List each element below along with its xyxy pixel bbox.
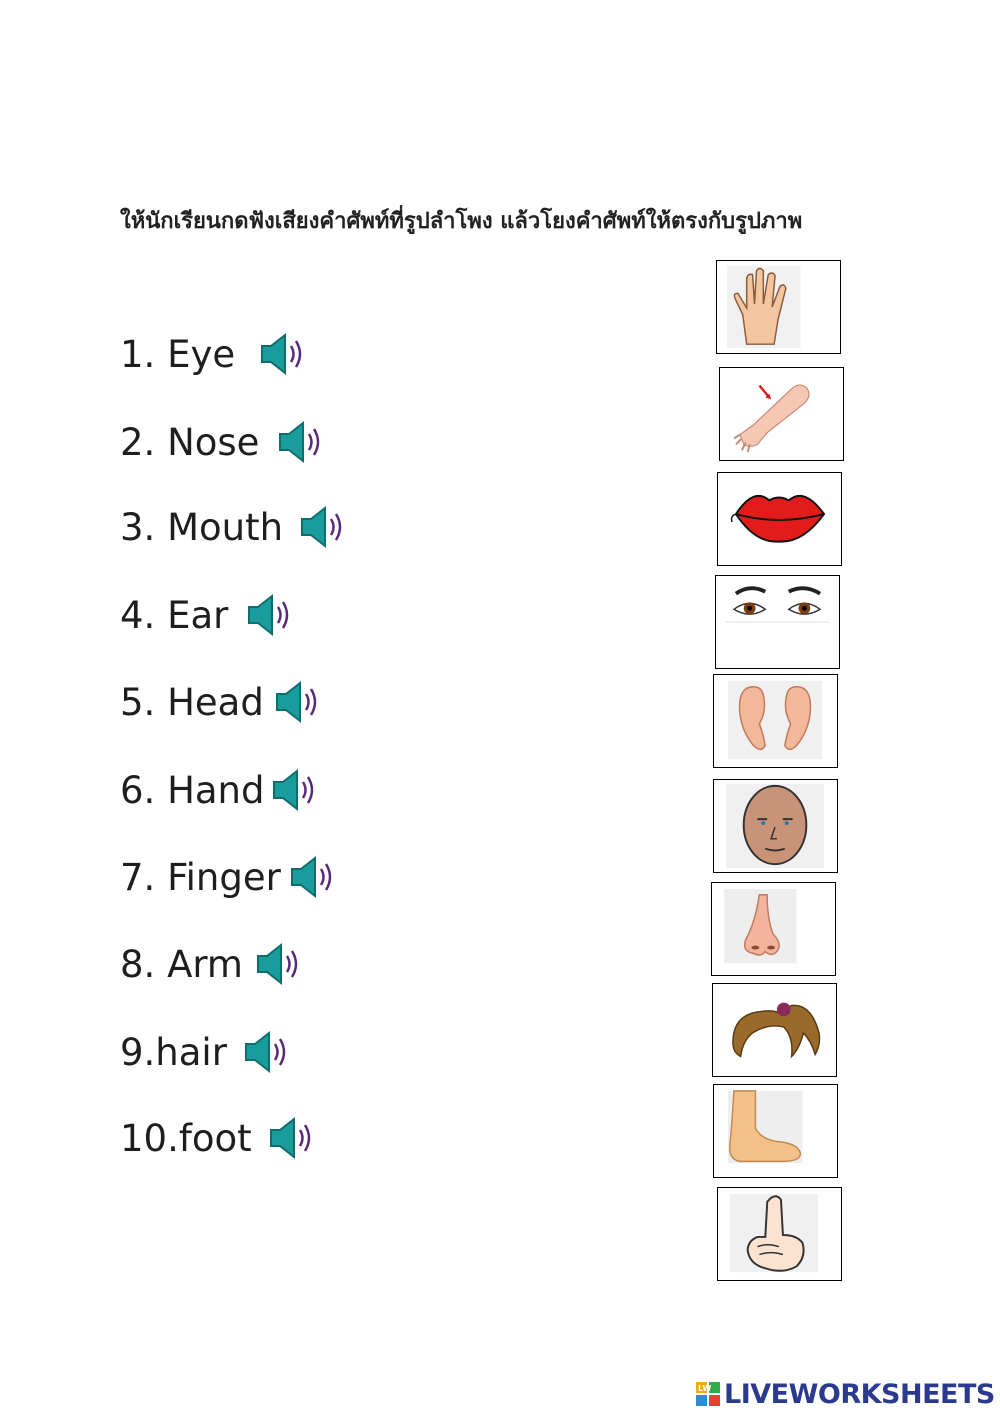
liveworksheets-brand — [696, 1378, 995, 1410]
speaker-icon[interactable] — [274, 680, 324, 724]
arm-picture[interactable] — [719, 367, 844, 461]
word-item-mouth — [120, 502, 349, 552]
word-item-nose — [120, 417, 327, 467]
word-label: 5. Head — [120, 680, 264, 724]
speaker-icon[interactable] — [271, 768, 321, 812]
word-item-foot — [120, 1113, 318, 1163]
foot-picture[interactable] — [713, 1084, 838, 1178]
svg-text:LW: LW — [698, 1384, 712, 1393]
lips-image — [718, 473, 841, 565]
speaker-icon[interactable] — [255, 942, 305, 986]
word-label: 1. Eye — [120, 332, 236, 376]
nose-image — [712, 883, 835, 975]
finger-image — [718, 1188, 841, 1280]
eyes-picture[interactable] — [715, 575, 840, 669]
arm-image — [720, 368, 843, 460]
hand-image — [717, 261, 840, 353]
brand-name: LIVEWORKSHEETS — [724, 1378, 995, 1410]
speaker-icon[interactable] — [289, 855, 339, 899]
word-item-hair — [120, 1027, 293, 1077]
speaker-icon[interactable] — [246, 593, 296, 637]
head-picture[interactable] — [713, 779, 838, 873]
word-item-hand — [120, 765, 321, 815]
word-label: 4. Ear — [120, 593, 229, 637]
word-label: 9.hair — [120, 1030, 227, 1074]
foot-image — [714, 1085, 837, 1177]
liveworksheets-logo-icon — [696, 1382, 720, 1406]
word-item-arm — [120, 939, 305, 989]
eyes-image — [716, 576, 839, 668]
word-label: 8. Arm — [120, 942, 243, 986]
ears-picture[interactable] — [713, 674, 838, 768]
nose-picture[interactable] — [711, 882, 836, 976]
lips-picture[interactable] — [717, 472, 842, 566]
word-label: 6. Hand — [120, 768, 265, 812]
finger-picture[interactable] — [717, 1187, 842, 1281]
instruction-text: ให้นักเรียนกดฟังเสียงคำศัพท์ที่รูปลำโพง แล้วโยงคำศัพท์ให้ตรงกับรูปภาพ — [120, 209, 803, 234]
word-label: 3. Mouth — [120, 505, 284, 549]
speaker-icon[interactable] — [259, 332, 309, 376]
hand-picture[interactable] — [716, 260, 841, 354]
hair-picture[interactable] — [712, 983, 837, 1077]
word-item-finger — [120, 852, 339, 902]
word-label: 10.foot — [120, 1116, 252, 1160]
speaker-icon[interactable] — [268, 1116, 318, 1160]
hair-image — [713, 984, 836, 1076]
speaker-icon[interactable] — [277, 420, 327, 464]
word-item-eye — [120, 329, 309, 379]
word-item-ear — [120, 590, 296, 640]
word-label: 2. Nose — [120, 420, 260, 464]
word-item-head — [120, 677, 324, 727]
word-label: 7. Finger — [120, 855, 281, 899]
head-image — [714, 780, 837, 872]
speaker-icon[interactable] — [243, 1030, 293, 1074]
ears-image — [714, 675, 837, 767]
speaker-icon[interactable] — [299, 505, 349, 549]
